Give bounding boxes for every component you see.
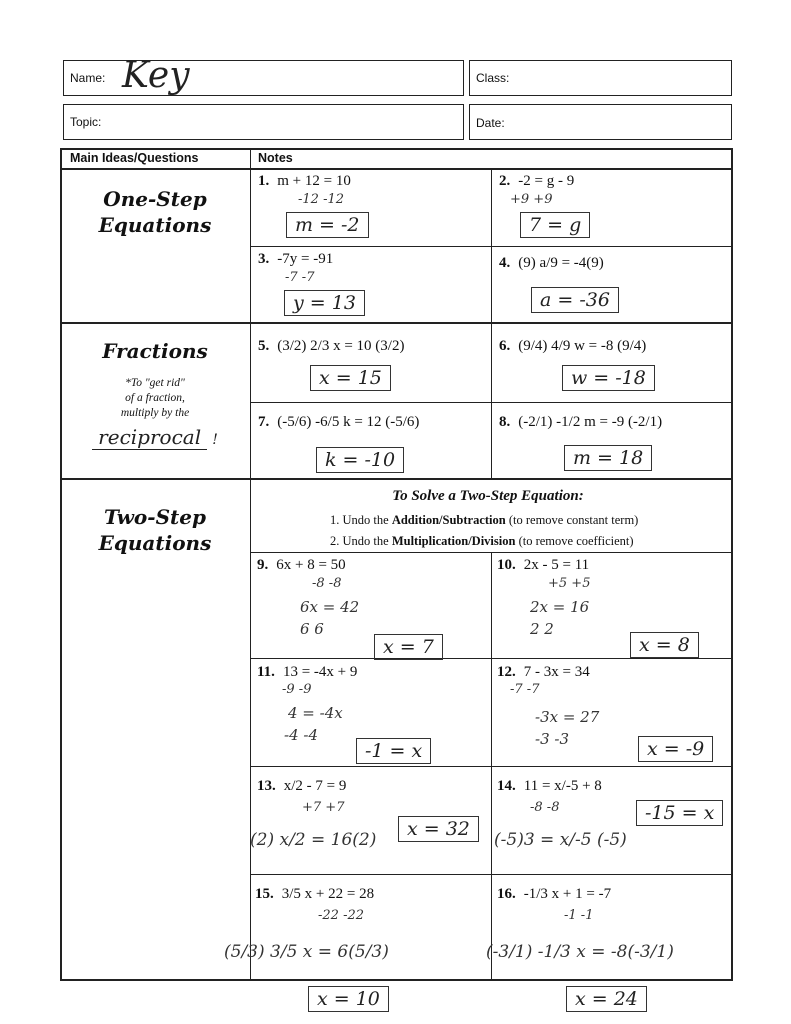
problem-number: 5. xyxy=(258,338,270,354)
answer-box[interactable]: a = -36 xyxy=(531,287,619,313)
problem-number: 11. xyxy=(257,664,275,680)
problem-number: 2. xyxy=(499,173,511,189)
equation: (9/4) 4/9 w = -8 (9/4) xyxy=(518,338,647,354)
equation: x/2 - 7 = 9 xyxy=(283,778,347,794)
step1-num: 1. xyxy=(330,513,340,527)
problem-number: 16. xyxy=(497,886,516,902)
instructions-title: To Solve a Two-Step Equation: xyxy=(392,488,584,504)
fractions-note-end: ! xyxy=(212,432,218,448)
answer-box[interactable]: w = -18 xyxy=(562,365,655,391)
problem-3 xyxy=(258,251,333,268)
equation: 6x + 8 = 50 xyxy=(276,557,346,573)
equation: 11 = x/-5 + 8 xyxy=(523,778,602,794)
answer-box[interactable]: m = -2 xyxy=(286,212,369,238)
problem-11 xyxy=(257,664,357,681)
name-label: Name: xyxy=(70,71,106,85)
problem-number: 12. xyxy=(497,664,516,680)
work-step: -8 -8 xyxy=(312,576,342,591)
main-ideas-header: Main Ideas/Questions xyxy=(70,151,199,165)
answer-box[interactable]: m = 18 xyxy=(564,445,652,471)
header-divider xyxy=(61,168,732,170)
work-step: +9 +9 xyxy=(510,192,553,207)
work-step: 2x = 16 xyxy=(530,598,590,616)
class-label: Class: xyxy=(476,71,510,85)
equation: m + 12 = 10 xyxy=(277,173,351,189)
equation: (-2/1) -1/2 m = -9 (-2/1) xyxy=(518,414,663,430)
name-box xyxy=(63,55,464,96)
answer-box[interactable]: x = 7 xyxy=(374,634,443,660)
fractions-title: Fractions xyxy=(102,339,208,363)
work-step: -1 -1 xyxy=(564,908,594,923)
notes-divider xyxy=(491,169,492,478)
equation: (9) a/9 = -4(9) xyxy=(518,255,604,271)
step1-post: (to remove constant term) xyxy=(505,513,639,527)
work-step: 6x = 42 xyxy=(300,598,360,616)
section-divider-1 xyxy=(61,322,732,324)
problem-2 xyxy=(499,173,574,190)
work-step: -22 -22 xyxy=(318,908,365,923)
work-step: (5/3) 3/5 x = 6(5/3) xyxy=(224,942,389,962)
equation: -2 = g - 9 xyxy=(518,173,575,189)
problem-number: 15. xyxy=(255,886,274,902)
equation: -1/3 x + 1 = -7 xyxy=(523,886,612,902)
work-step: +7 +7 xyxy=(302,800,345,815)
problem-5 xyxy=(258,338,404,355)
problem-4 xyxy=(499,255,604,272)
work-step: -7 -7 xyxy=(285,270,315,285)
fractions-note-3: multiply by the xyxy=(120,407,190,419)
step2-bold: Multiplication/Division xyxy=(391,534,516,548)
fractions-answer[interactable]: reciprocal xyxy=(92,425,207,450)
equation: (-5/6) -6/5 k = 12 (-5/6) xyxy=(277,414,420,430)
problem-number: 13. xyxy=(257,778,276,794)
problem-number: 7. xyxy=(258,414,270,430)
equation: 13 = -4x + 9 xyxy=(282,664,358,680)
work-step: -12 -12 xyxy=(298,192,345,207)
problem-12 xyxy=(497,664,590,681)
problem-15 xyxy=(255,886,374,903)
problem-number: 9. xyxy=(257,557,269,573)
problem-number: 4. xyxy=(499,255,511,271)
answer-box[interactable]: x = 10 xyxy=(308,986,389,1012)
notes-divider xyxy=(491,552,492,980)
answer-box[interactable]: y = 13 xyxy=(284,290,365,316)
step1-bold: Addition/Subtraction xyxy=(391,513,506,527)
fractions-note-2: of a fraction, xyxy=(125,392,185,404)
answer-box[interactable]: x = 15 xyxy=(310,365,391,391)
problem-8 xyxy=(499,414,662,431)
equation: 3/5 x + 22 = 28 xyxy=(281,886,375,902)
work-step: -3 -3 xyxy=(535,730,569,748)
work-step: 4 = -4x xyxy=(288,704,343,722)
answer-box[interactable]: x = 32 xyxy=(398,816,479,842)
name-value[interactable]: Key xyxy=(122,55,190,96)
problem-number: 14. xyxy=(497,778,516,794)
answer-box[interactable]: x = -9 xyxy=(638,736,713,762)
equation: 2x - 5 = 11 xyxy=(523,557,590,573)
work-step: -3x = 27 xyxy=(535,708,600,726)
instruction-step-1 xyxy=(330,513,638,528)
work-step: 2 2 xyxy=(530,620,554,638)
problem-number: 10. xyxy=(497,557,516,573)
column-divider xyxy=(250,149,251,980)
answer-box[interactable]: -1 = x xyxy=(356,738,431,764)
work-step: (-5)3 = x/-5 (-5) xyxy=(494,830,627,850)
equation: -7y = -91 xyxy=(277,251,334,267)
work-step: +5 +5 xyxy=(548,576,591,591)
equation: (3/2) 2/3 x = 10 (3/2) xyxy=(277,338,405,354)
two-step-line1: Two-Step xyxy=(104,505,206,529)
topic-box xyxy=(63,104,464,140)
answer-box[interactable]: 7 = g xyxy=(520,212,590,238)
topic-label: Topic: xyxy=(70,115,102,129)
notes-table xyxy=(60,148,733,981)
work-step: -4 -4 xyxy=(284,726,318,744)
problem-number: 6. xyxy=(499,338,511,354)
step2-post: (to remove coefficient) xyxy=(515,534,634,548)
one-step-line1: One-Step xyxy=(103,187,207,211)
one-step-title xyxy=(70,186,240,238)
problem-13 xyxy=(257,778,346,795)
section-divider-2 xyxy=(61,478,732,480)
step2-num: 2. xyxy=(330,534,340,548)
equation: 7 - 3x = 34 xyxy=(523,664,590,680)
fractions-note-1: *To "get rid" xyxy=(125,377,185,389)
one-step-line2: Equations xyxy=(98,213,212,237)
date-label: Date: xyxy=(476,116,505,130)
answer-box[interactable]: k = -10 xyxy=(316,447,404,473)
answer-box[interactable]: x = 24 xyxy=(566,986,647,1012)
problem-14 xyxy=(497,778,602,795)
notes-header: Notes xyxy=(258,151,293,165)
work-step: (-3/1) -1/3 x = -8(-3/1) xyxy=(486,942,674,962)
fractions-section xyxy=(70,338,240,449)
answer-box[interactable]: -15 = x xyxy=(636,800,723,826)
work-step: -9 -9 xyxy=(282,682,312,697)
work-step: -7 -7 xyxy=(510,682,540,697)
work-step: 6 6 xyxy=(300,620,324,638)
problem-number: 3. xyxy=(258,251,270,267)
two-step-title xyxy=(70,504,240,556)
step2-pre: Undo the xyxy=(342,534,392,548)
instruction-step-2 xyxy=(330,534,634,549)
problem-7 xyxy=(258,414,419,431)
problem-10 xyxy=(497,557,589,574)
problem-number: 8. xyxy=(499,414,511,430)
problem-1 xyxy=(258,173,351,190)
problem-6 xyxy=(499,338,646,355)
class-box xyxy=(469,60,732,96)
problem-16 xyxy=(497,886,611,903)
two-step-line2: Equations xyxy=(98,531,212,555)
problem-9 xyxy=(257,557,346,574)
answer-box[interactable]: x = 8 xyxy=(630,632,699,658)
work-step: (2) x/2 = 16(2) xyxy=(250,830,377,850)
work-step: -8 -8 xyxy=(530,800,560,815)
problem-number: 1. xyxy=(258,173,270,189)
step1-pre: Undo the xyxy=(342,513,392,527)
date-box xyxy=(469,104,732,140)
